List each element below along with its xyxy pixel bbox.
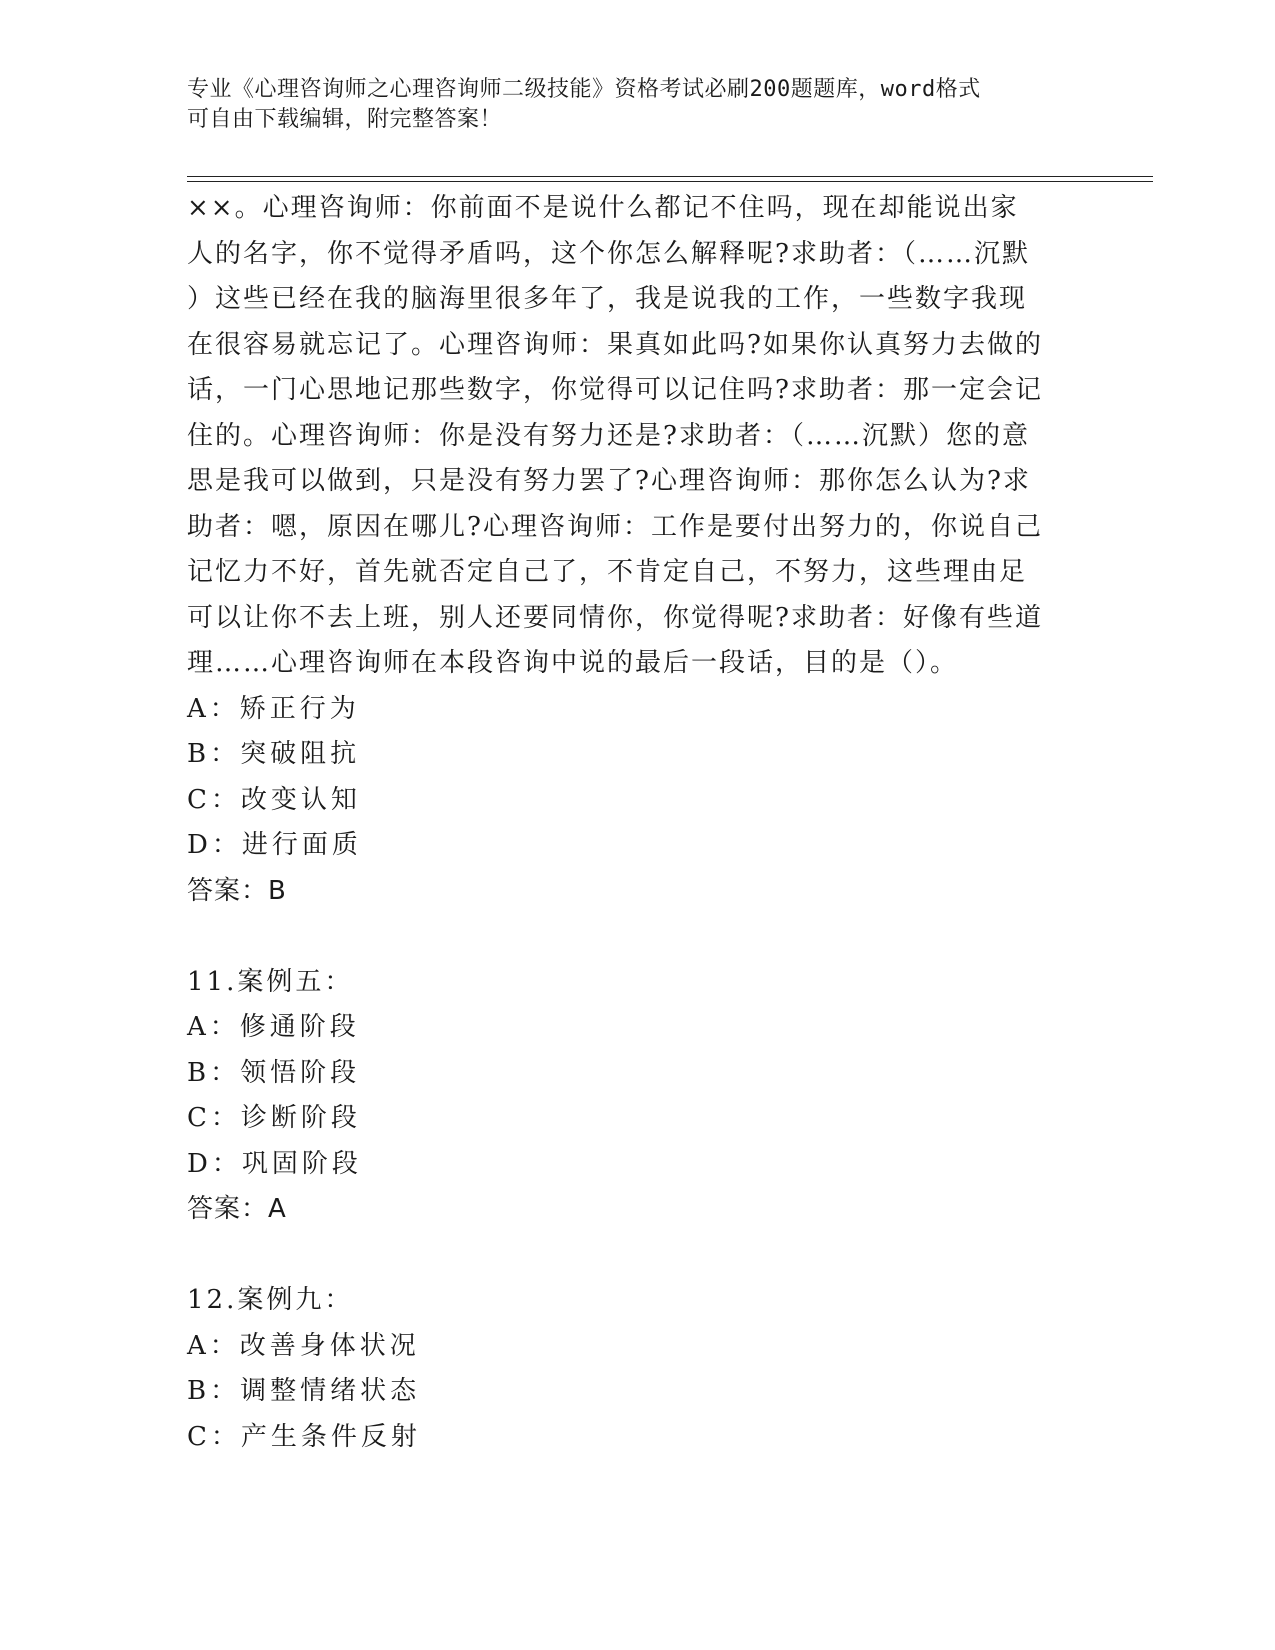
header-divider-top [187, 176, 1153, 177]
option-b: B：领悟阶段 [187, 1057, 361, 1088]
option-a: A：修通阶段 [187, 1012, 360, 1042]
option-b: B：突破阻抗 [187, 739, 361, 769]
option-c: C：产生条件反射 [187, 1421, 421, 1452]
stem-line: 在很容易就忘记了。心理咨询师：果真如此吗?如果你认真努力去做的 [187, 329, 1043, 360]
document-content [187, 186, 1087, 1460]
stem-line: 住的。心理咨询师：你是没有努力还是?求助者：（……沉默）您的意 [187, 420, 1030, 451]
stem-line: 思是我可以做到，只是没有努力罢了?心理咨询师：那你怎么认为?求 [187, 466, 1031, 496]
question-11-options [187, 1005, 1087, 1187]
option-c: C：诊断阶段 [187, 1103, 361, 1133]
question-10-stem [187, 186, 1087, 687]
stem-line: 话，一门心思地记那些数字，你觉得可以记住吗?求助者：那一定会记 [187, 375, 1043, 405]
spacer [187, 914, 1087, 960]
stem-line: ××。心理咨询师：你前面不是说什么都记不住吗，现在却能说出家 [187, 193, 1019, 223]
option-a: A：改善身体状况 [187, 1330, 420, 1361]
spacer [187, 1233, 1087, 1279]
header-line-2: 可自由下载编辑，附完整答案！ [187, 107, 503, 132]
question-10-answer: 答案：B [187, 875, 287, 906]
stem-line: 记忆力不好，首先就否定自己了，不肯定自己，不努力，这些理由足 [187, 557, 1028, 587]
document-header [187, 75, 1067, 135]
option-a: A：矫正行为 [187, 693, 360, 724]
stem-line: ）这些已经在我的脑海里很多年了，我是说我的工作，一些数字我现 [187, 284, 1028, 314]
question-12-title: 12.案例九： [187, 1285, 354, 1315]
question-12-options [187, 1324, 1087, 1461]
option-d: D：巩固阶段 [187, 1148, 362, 1179]
stem-line: 人的名字，你不觉得矛盾吗，这个你怎么解释呢?求助者：（……沉默 [187, 238, 1030, 269]
stem-line: 可以让你不去上班，别人还要同情你，你觉得呢?求助者：好像有些道 [187, 602, 1043, 633]
option-b: B：调整情绪状态 [187, 1376, 421, 1406]
stem-line: 理……心理咨询师在本段咨询中说的最后一段话，目的是（）。 [187, 648, 959, 678]
question-11-answer: 答案：A [187, 1194, 287, 1224]
option-c: C：改变认知 [187, 784, 361, 815]
stem-line: 助者：嗯，原因在哪儿?心理咨询师：工作是要付出努力的，你说自己 [187, 511, 1043, 542]
question-11-title: 11.案例五： [187, 966, 354, 997]
option-d: D：进行面质 [187, 830, 362, 860]
header-line-1: 专业《心理咨询师之心理咨询师二级技能》资格考试必刷200题题库，word格式 [187, 77, 981, 102]
question-10-options [187, 687, 1087, 869]
header-divider-bottom [187, 181, 1153, 182]
